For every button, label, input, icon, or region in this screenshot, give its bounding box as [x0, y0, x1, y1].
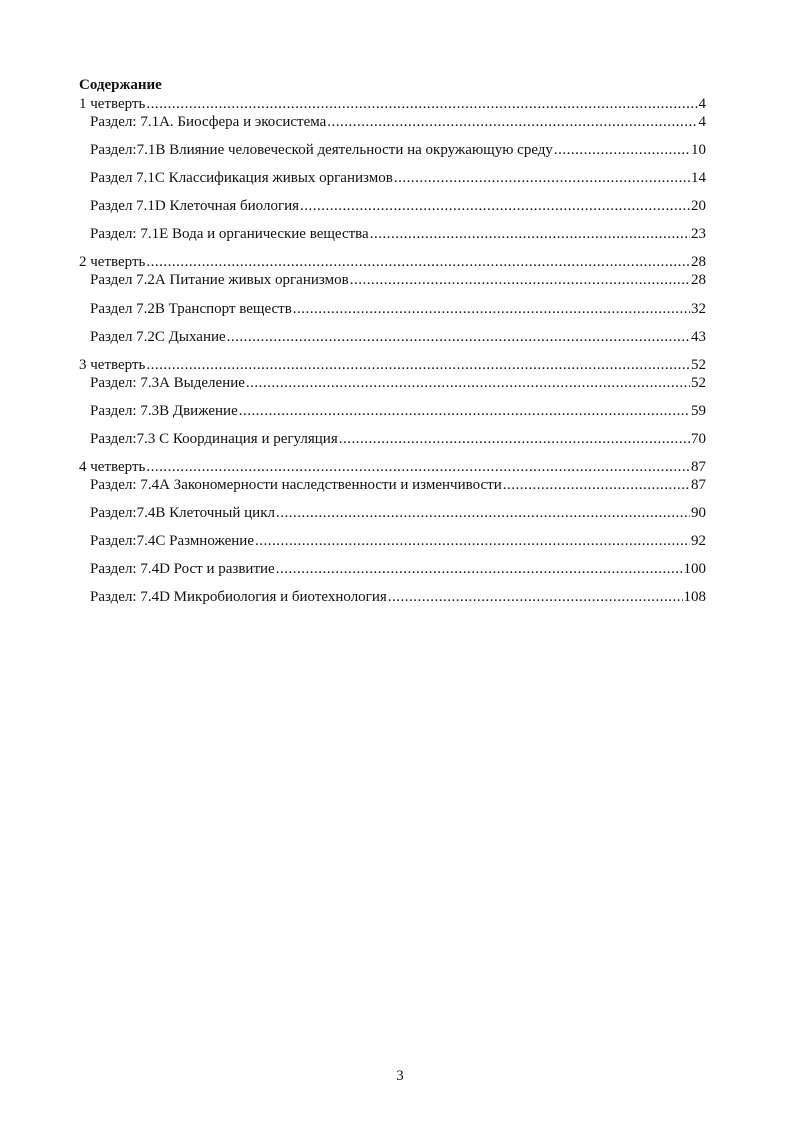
page-number: 3 — [396, 1068, 404, 1084]
toc-entry-label: Раздел: 7.4D Микробиология и биотехнология — [90, 589, 387, 606]
toc-entry-label: Раздел 7.2В Транспорт веществ — [90, 300, 292, 317]
toc-entry-page: 87 — [691, 459, 706, 476]
toc-dot-leader — [388, 588, 683, 606]
toc-dot-leader — [146, 458, 690, 476]
toc-entry-section[interactable] — [79, 169, 706, 197]
toc-entry-section[interactable] — [79, 532, 706, 560]
toc-dot-leader — [227, 328, 690, 346]
toc-entry-section[interactable] — [79, 328, 706, 356]
toc-dot-leader — [370, 225, 690, 243]
toc-entry-section[interactable] — [79, 402, 706, 430]
toc-entry-section[interactable] — [79, 225, 706, 253]
toc-entry-page: 92 — [691, 533, 706, 550]
toc-heading: Содержание — [79, 77, 162, 93]
toc-entry-page: 14 — [691, 170, 706, 187]
toc-dot-leader — [394, 169, 690, 187]
toc-entry-label: Раздел:7.4С Размножение — [90, 533, 254, 550]
toc-dot-leader — [327, 113, 697, 131]
toc-entry-label: Раздел:7.4В Клеточный цикл — [90, 505, 275, 522]
toc-entry-page: 28 — [691, 272, 706, 289]
toc-entry-page: 70 — [691, 430, 706, 447]
toc-dot-leader — [300, 197, 690, 215]
toc-dot-leader — [350, 271, 690, 289]
toc-entry-section[interactable] — [79, 300, 706, 328]
toc-entry-label: Раздел: 7.3В Движение — [90, 402, 238, 419]
toc-entry-label: 1 четверть — [79, 96, 146, 112]
toc-entry-quarter-2[interactable] — [79, 253, 706, 271]
toc-entry-section[interactable] — [79, 476, 706, 504]
toc-dot-leader — [146, 356, 690, 374]
toc-entry-section[interactable] — [79, 271, 706, 299]
toc-entry-label: Раздел: 7.1А. Биосфера и экосистема — [90, 114, 327, 130]
toc-entry-page: 4 — [698, 114, 706, 130]
toc-entry-label: 2 четверть — [79, 254, 146, 271]
toc-entry-page: 23 — [691, 226, 706, 243]
toc-entry-page: 90 — [691, 505, 706, 522]
toc-entry-label: Раздел 7.2С Дыхание — [90, 328, 226, 345]
toc-dot-leader — [246, 374, 690, 392]
toc-entry-section[interactable] — [79, 113, 706, 141]
toc-dot-leader — [146, 95, 697, 113]
toc-dot-leader — [255, 532, 690, 550]
toc-dot-leader — [239, 402, 690, 420]
toc-dot-leader — [293, 300, 690, 318]
toc-entry-page: 59 — [691, 402, 706, 419]
toc-entry-page: 100 — [683, 561, 706, 578]
toc-entry-label: Раздел: 7.3А Выделение — [90, 374, 245, 391]
toc-entry-page: 32 — [691, 300, 706, 317]
toc-entry-label: Раздел 7.1С Классификация живых организмов — [90, 170, 393, 187]
toc-entry-quarter-1[interactable] — [79, 95, 706, 113]
toc-entry-page: 43 — [691, 328, 706, 345]
toc-entry-label: Раздел:7.1В Влияние человеческой деятельности на окружающую среду — [90, 142, 553, 159]
toc-entry-section[interactable] — [79, 430, 706, 458]
toc-entry-page: 52 — [691, 356, 706, 373]
toc-entry-label: Раздел: 7.4А Закономерности наследственности и изменчивости — [90, 477, 502, 494]
toc-entry-page: 87 — [691, 477, 706, 494]
toc-dot-leader — [503, 476, 690, 494]
toc-entry-quarter-4[interactable] — [79, 458, 706, 476]
toc-entry-label: Раздел: 7.4D Рост и развитие — [90, 561, 275, 578]
toc-entry-label: 4 четверть — [79, 459, 146, 476]
toc-entry-label: Раздел:7.3 С Координация и регуляция — [90, 430, 338, 447]
toc-entry-section[interactable] — [79, 560, 706, 588]
toc-entry-quarter-3[interactable] — [79, 356, 706, 374]
toc-dot-leader — [339, 430, 690, 448]
toc-entry-page: 52 — [691, 374, 706, 391]
toc-entry-label: Раздел: 7.1Е Вода и органические вещества — [90, 226, 369, 243]
toc-entry-page: 20 — [691, 198, 706, 215]
toc-dot-leader — [554, 141, 690, 159]
toc-entry-section[interactable] — [79, 374, 706, 402]
toc-entry-section[interactable] — [79, 588, 706, 616]
toc-entry-page: 4 — [698, 96, 706, 112]
toc-entry-page: 108 — [683, 589, 706, 606]
toc-entry-label: 3 четверть — [79, 356, 146, 373]
toc-entry-section[interactable] — [79, 504, 706, 532]
toc-dot-leader — [146, 253, 690, 271]
table-of-contents — [79, 95, 706, 617]
toc-entry-label: Раздел 7.2А Питание живых организмов — [90, 272, 349, 289]
toc-entry-section[interactable] — [79, 141, 706, 169]
toc-entry-label: Раздел 7.1D Клеточная биология — [90, 198, 300, 215]
toc-dot-leader — [276, 560, 683, 578]
toc-entry-section[interactable] — [79, 197, 706, 225]
toc-entry-page: 28 — [691, 254, 706, 271]
toc-dot-leader — [276, 504, 690, 522]
toc-entry-page: 10 — [691, 142, 706, 159]
